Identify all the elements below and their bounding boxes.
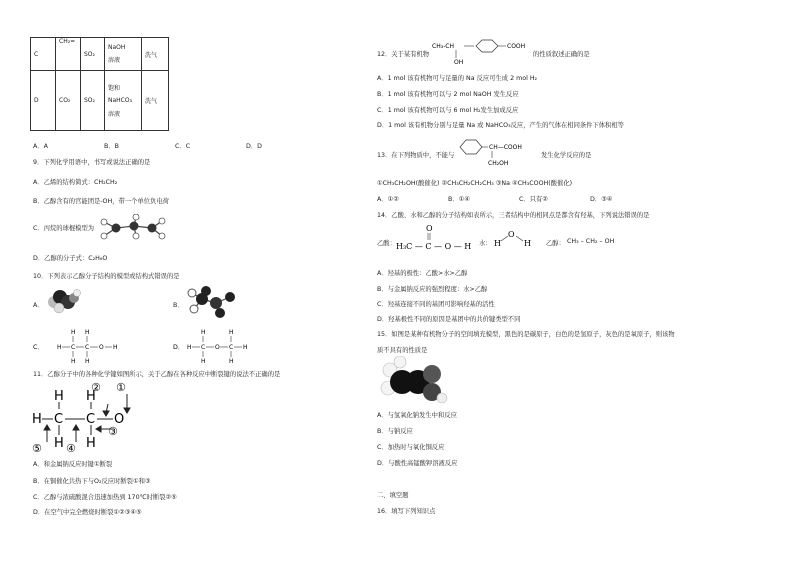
- row-c-cell2: SO₂: [81, 38, 105, 71]
- q11-option-d: D．在空气中完全燃烧时断裂①②③④⑤: [33, 509, 142, 516]
- water-h-left: H: [494, 239, 501, 248]
- q10-d-h-top1: H: [201, 329, 206, 336]
- q9-option-d: D．乙醇的分子式：C₂H₆O: [33, 255, 108, 262]
- q10-c-c1: C: [71, 344, 76, 351]
- ethanol-ball-stick-model: [184, 285, 242, 319]
- q9-stem: 9．下列化学用语中，书写或说法正确的是: [33, 159, 151, 166]
- q12-option-b: B．1 mol 该有机物可以与 2 mol NaOH 发生反应: [377, 91, 519, 98]
- ethanol-space-filling-model: [44, 288, 84, 316]
- water-o: O: [508, 230, 515, 239]
- row-d-cell3c: 溶液: [108, 111, 121, 118]
- q14-option-c: C．羟基连接不同的基团可影响羟基的活性: [377, 301, 495, 308]
- q15-option-d: D．与酸性高锰酸钾溶液反应: [377, 460, 458, 467]
- acetic-acid-structure: [396, 222, 476, 258]
- q9-option-a: A．乙烯的结构简式：CH₂CH₂: [33, 179, 118, 186]
- ethanol-bond-diagram: [30, 380, 140, 456]
- q15-option-a: A．与氢氧化钠发生中和反应: [377, 412, 457, 419]
- benzene-ring-icon: [460, 140, 482, 154]
- q12-stem-b: 的性质叙述正确的是: [533, 51, 590, 58]
- q13-items: ①CH₃CH₂OH(酸催化) ②CH₃CH₂CH₂CH₃ ③Na ④CH₃COOH(酸催化): [377, 180, 573, 187]
- q10-c-h-top1: H: [71, 329, 76, 336]
- q10-option-b: B．: [173, 302, 184, 309]
- q12-option-d: D．1 mol 该有机物分别与足量 Na 或 NaHCO₃反应，产生的气体在相同条件下体积相等: [377, 122, 624, 129]
- table-choice-a: A．A: [33, 143, 48, 150]
- q13-stem-b: 发生化学反应的是: [541, 152, 592, 159]
- bond-diagram-h-bot2: H: [86, 436, 96, 451]
- q12-oh: OH: [454, 59, 464, 66]
- section2-title: 二、填空题: [377, 492, 409, 499]
- q10-c-h-top2: H: [85, 329, 90, 336]
- q10-d-c1: C: [201, 344, 206, 351]
- bond-diagram-h-top1: H: [54, 389, 64, 404]
- q12-cooh: COOH: [507, 43, 526, 50]
- q10-c-h-bot1: H: [71, 358, 76, 364]
- q13-option-b: B．①④: [448, 196, 470, 203]
- q12-option-a: A．1 mol 该有机物可与足量的 Na 反应可生成 2 mol H₂: [377, 75, 538, 82]
- q10-stem: 10．下列表示乙醇分子结构的模型或结构式错误的是: [33, 273, 180, 280]
- q10-d-h-top2: H: [229, 329, 234, 336]
- row-d-cell3b: NaHCO₃: [108, 97, 132, 104]
- q10-option-c-formula: [33, 328, 123, 364]
- row-d-cell3a: 饱和: [108, 85, 121, 92]
- benzene-ring-icon: [476, 40, 498, 52]
- bond-diagram-o: O: [114, 412, 125, 427]
- row-d-cell1: CO₂: [56, 71, 81, 131]
- bond-label-1: ①: [116, 381, 126, 394]
- q14-ethanol-formula: CH₃ – CH₂ – OH: [567, 238, 615, 245]
- q10-option-a: A．: [33, 302, 44, 309]
- q10-c-label: C．: [33, 344, 44, 351]
- q10-d-h-left: H: [187, 344, 192, 351]
- q11-option-c: C．乙醇与浓硫酸混合迅速加热到 170℃时断裂②⑤: [33, 494, 177, 501]
- q15-option-c: C．加热时与氧化铜反应: [377, 444, 445, 451]
- q10-c-h-right: H: [113, 344, 118, 351]
- q15-stem-line1: 15．如图是某种有机物分子的空间填充模型，黑色的是碳原子，白色的是氢原子，灰色的是氧原子，则该物: [377, 331, 675, 338]
- row-c-label: C: [31, 38, 56, 71]
- row-d-label: D: [31, 71, 56, 131]
- bond-label-4: ④: [66, 442, 76, 455]
- q9-option-c: C．丙烷的球棍模型为: [33, 225, 95, 232]
- q10-c-h-left: H: [57, 344, 62, 351]
- q14-acetic-label: 乙酸：: [377, 240, 396, 247]
- bond-diagram-c1: C: [54, 412, 64, 427]
- q15-option-b: B．与钠反应: [377, 428, 413, 435]
- q13-structure: [458, 134, 538, 170]
- q10-d-label: D．: [173, 344, 185, 351]
- q15-stem-line2: 质不具有的性质是: [377, 347, 428, 354]
- bond-diagram-c2: C: [86, 412, 96, 427]
- acetic-carbonyl-o: O: [426, 224, 433, 233]
- q12-formula: CH₃-CH: [432, 43, 454, 50]
- bond-diagram-h-bot1: H: [54, 436, 64, 451]
- row-d-cell4: 洗气: [142, 71, 169, 131]
- option-table: [30, 37, 169, 131]
- q10-c-c2: C: [85, 344, 90, 351]
- q13-option-a: A．①②: [377, 196, 399, 203]
- table-choice-c: C．C: [175, 143, 191, 150]
- q10-d-h-right: H: [243, 344, 248, 351]
- q16-stem: 16．填写下列知识点: [377, 508, 436, 515]
- bond-label-3: ③: [108, 425, 118, 438]
- q14-option-b: B．与金属钠反应的强烈程度：水>乙醇: [377, 286, 488, 293]
- water-structure: [492, 226, 536, 248]
- q12-structure: [432, 38, 537, 66]
- bond-diagram-h-top2: H: [86, 389, 96, 404]
- q13-ch-cooh: CH—COOH: [489, 144, 522, 151]
- q14-ethanol-label: 乙醇：: [546, 240, 565, 247]
- q14-option-a: A．羟基的极性：乙酸>水>乙醇: [377, 270, 468, 277]
- q11-option-a: A．和金属钠反应时键①断裂: [33, 461, 113, 468]
- bond-diagram-h-left: H: [32, 412, 42, 427]
- q10-d-o: O: [215, 344, 220, 351]
- q9-option-b: B．乙醇含有的官能团是-OH，带一个单位负电荷: [33, 198, 169, 205]
- q12-option-c: C．1 mol 该有机物可以与 6 mol H₂发生加成反应: [377, 107, 519, 114]
- row-c-cell4: 洗气: [142, 38, 169, 71]
- q12-stem-a: 12．关于某有机物: [377, 51, 430, 58]
- table-choice-d: D．D: [246, 143, 262, 150]
- q13-ch2oh: CH₂OH: [488, 160, 509, 167]
- q13-option-c: C．只有②: [519, 196, 548, 203]
- row-c-cell3b: 溶液: [108, 57, 121, 64]
- q10-d-h-bot1: H: [201, 358, 206, 364]
- q11-stem: 11．乙醇分子中的各种化学键如图所示，关于乙醇在各种反应中断裂键的说法不正确的是: [33, 371, 281, 378]
- bond-label-5: ⑤: [32, 442, 42, 455]
- q14-stem: 14．乙酸、水和乙醇的分子结构如表所示，三者结构中的相同点是都含有羟基，下列说法错误的是: [377, 212, 650, 219]
- propane-ball-stick-model: [96, 214, 171, 240]
- water-h-right: H: [524, 239, 531, 248]
- q11-option-b: B．在铜催化共热下与O₂反应时断裂①和③: [33, 478, 151, 485]
- row-c-cell1: CH₂=: [56, 38, 81, 71]
- table-choice-b: B．B: [104, 143, 119, 150]
- q10-c-h-bot2: H: [85, 358, 90, 364]
- row-d-cell2: SO₂: [81, 71, 105, 131]
- q10-c-o: O: [99, 344, 104, 351]
- q13-option-d: D．③④: [590, 196, 613, 203]
- q10-d-c2: C: [229, 344, 234, 351]
- bond-label-2: ②: [91, 381, 101, 394]
- q14-water-label: 水：: [479, 240, 492, 247]
- q13-stem-a: 13．在下列物质中，不能与: [377, 152, 455, 159]
- acetic-acid-space-filling-model: [378, 356, 450, 404]
- q14-option-d: D．羟基极性不同的原因是基团中的共价键类型不同: [377, 316, 521, 323]
- row-c-cell3a: NaOH: [108, 44, 126, 51]
- q10-option-d-formula: [173, 328, 268, 364]
- acetic-formula: H₃C — C — O — H: [396, 242, 472, 251]
- q10-d-h-bot2: H: [229, 358, 234, 364]
